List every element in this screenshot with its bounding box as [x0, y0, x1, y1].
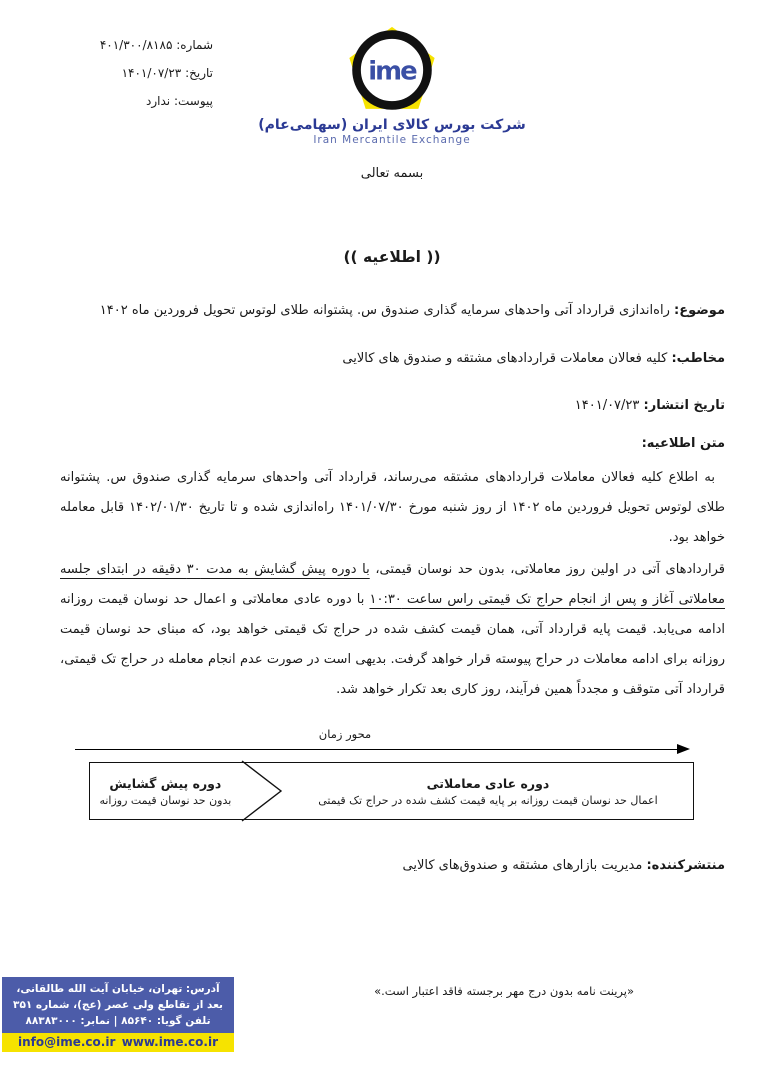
time-axis-label: محور زمان	[318, 727, 372, 741]
subject-value: راه‌اندازی قرارداد آتی واحدهای سرمایه گذاری صندوق س. پشتوانه طلای لوتوس تحویل فروردین ماه ۱۴۰۲	[99, 303, 670, 318]
company-name-fa: شرکت بورس کالای ایران (سهامی‌عام)	[258, 117, 526, 133]
paragraph2-underlined: با دوره پیش گشایش به مدت ۳۰ دقیقه در ابتدای جلسه معاملاتی آغاز و پس از انجام حراج تک قیمتی راس ساعت ۱۰:۳۰	[60, 562, 725, 607]
announcement-title: (( اطلاعیه ))	[343, 248, 441, 266]
footer-address-line2: بعد از تقاطع ولی عصر (عج)، شماره ۳۵۱	[13, 999, 223, 1011]
ime-logo-glyph: ime	[368, 56, 416, 87]
publisher-label: منتشرکننده:	[646, 858, 725, 873]
publisher-value: مدیریت بازارهای مشتقه و صندوق‌های کالایی	[402, 858, 643, 873]
company-name-en: Iran Mercantile Exchange	[313, 134, 471, 146]
normal-session-title: دوره عادی معاملاتی	[426, 775, 550, 791]
pre-opening-title: دوره پیش گشایش	[109, 775, 222, 791]
time-axis-arrow-icon	[75, 749, 678, 750]
ime-logo-icon	[346, 24, 438, 116]
letter-number-value: ۴۰۱/۳۰۰/۸۱۸۵	[99, 38, 173, 52]
letter-attachment-value: ندارد	[146, 94, 171, 108]
pre-opening-subtitle: بدون حد نوسان قیمت روزانه	[99, 793, 232, 807]
letter-attachment-label: پیوست:	[173, 94, 213, 108]
audience-value: کلیه فعالان معاملات قراردادهای مشتقه و صندوق های کالایی	[342, 351, 668, 366]
arrowhead-icon	[677, 744, 690, 754]
letter-date-value: ۱۴۰۱/۰۷/۲۳	[121, 66, 182, 80]
subject-label: موضوع:	[674, 303, 725, 318]
body-heading: متن اطلاعیه:	[641, 436, 725, 451]
publish-date-line	[40, 398, 725, 413]
publish-date-label: تاریخ انتشار:	[643, 398, 725, 413]
publish-date-value: ۱۴۰۱/۰۷/۲۳	[574, 398, 640, 413]
audience-label: مخاطب:	[671, 351, 725, 366]
paragraph2-start: قراردادهای آتی در اولین روز معاملاتی، بدون حد نوسان قیمتی،	[369, 562, 725, 577]
ime-logo-block	[0, 24, 784, 146]
audience-line	[40, 351, 725, 366]
footer-contact-block	[2, 977, 234, 1052]
normal-session-section	[283, 763, 693, 819]
footer-address-line3: تلفن گویا: ۸۵۶۴۰ | نمابر: ۸۸۳۸۳۰۰۰	[25, 1015, 211, 1027]
publisher-line	[402, 858, 725, 873]
paragraph2-rest: با دوره عادی معاملاتی و اعمال حد نوسان قیمت روزانه ادامه می‌یابد. قیمت پایه قرارداد آتی، همان قیمت کشف شده در حراج تک قیمتی خواهد بود، که مبنای حد نوسان قیمت روزانه برای ادامه معاملات در حراج پیوسته قرار خواهد گرفت. بدیهی است در صورت عدم انجام معامله در حراج تک قیمتی، قرارداد آتی متوقف و مجدداً همین فرآیند، روز کاری بعد تکرار خواهد شد.	[60, 592, 725, 697]
footer-address-line1: آدرس: تهران، خیابان آیت الله طالقانی،	[16, 983, 220, 995]
bismillah-text: بسمه تعالی	[360, 166, 424, 181]
letter-date-label: تاریخ:	[185, 66, 213, 80]
body-paragraph-1: به اطلاع کلیه فعالان معاملات قراردادهای مشتقه می‌رساند، قرارداد آتی واحدهای سرمایه گذاری صندوق س. پشتوانه طلای لوتوس تحویل فروردین ماه ۱۴۰۲ از روز شنبه مورخ ۱۴۰۱/۰۷/۳۰ راه‌اندازی شده و تا تاریخ ۱۴۰۲/۰۱/۳۰ قابل معامله خواهد بود.	[60, 470, 725, 545]
timeline-box	[89, 762, 694, 820]
normal-session-subtitle: اعمال حد نوسان قیمت روزانه بر پایه قیمت کشف شده در حراج تک قیمتی	[318, 793, 658, 807]
subject-line	[40, 303, 725, 318]
footer-email: info@ime.co.ir	[18, 1035, 116, 1049]
print-validity-note: «پرینت نامه بدون درج مهر برجسته فاقد اعتبار است.»	[374, 984, 634, 998]
footer-address	[2, 977, 234, 1033]
footer-links-strip	[2, 1033, 234, 1052]
footer-website: www.ime.co.ir	[121, 1035, 218, 1049]
chevron-divider-icon	[241, 761, 285, 823]
letter-number-label: شماره:	[176, 38, 213, 52]
pre-opening-section	[90, 763, 241, 819]
body-paragraph-2	[60, 555, 725, 705]
